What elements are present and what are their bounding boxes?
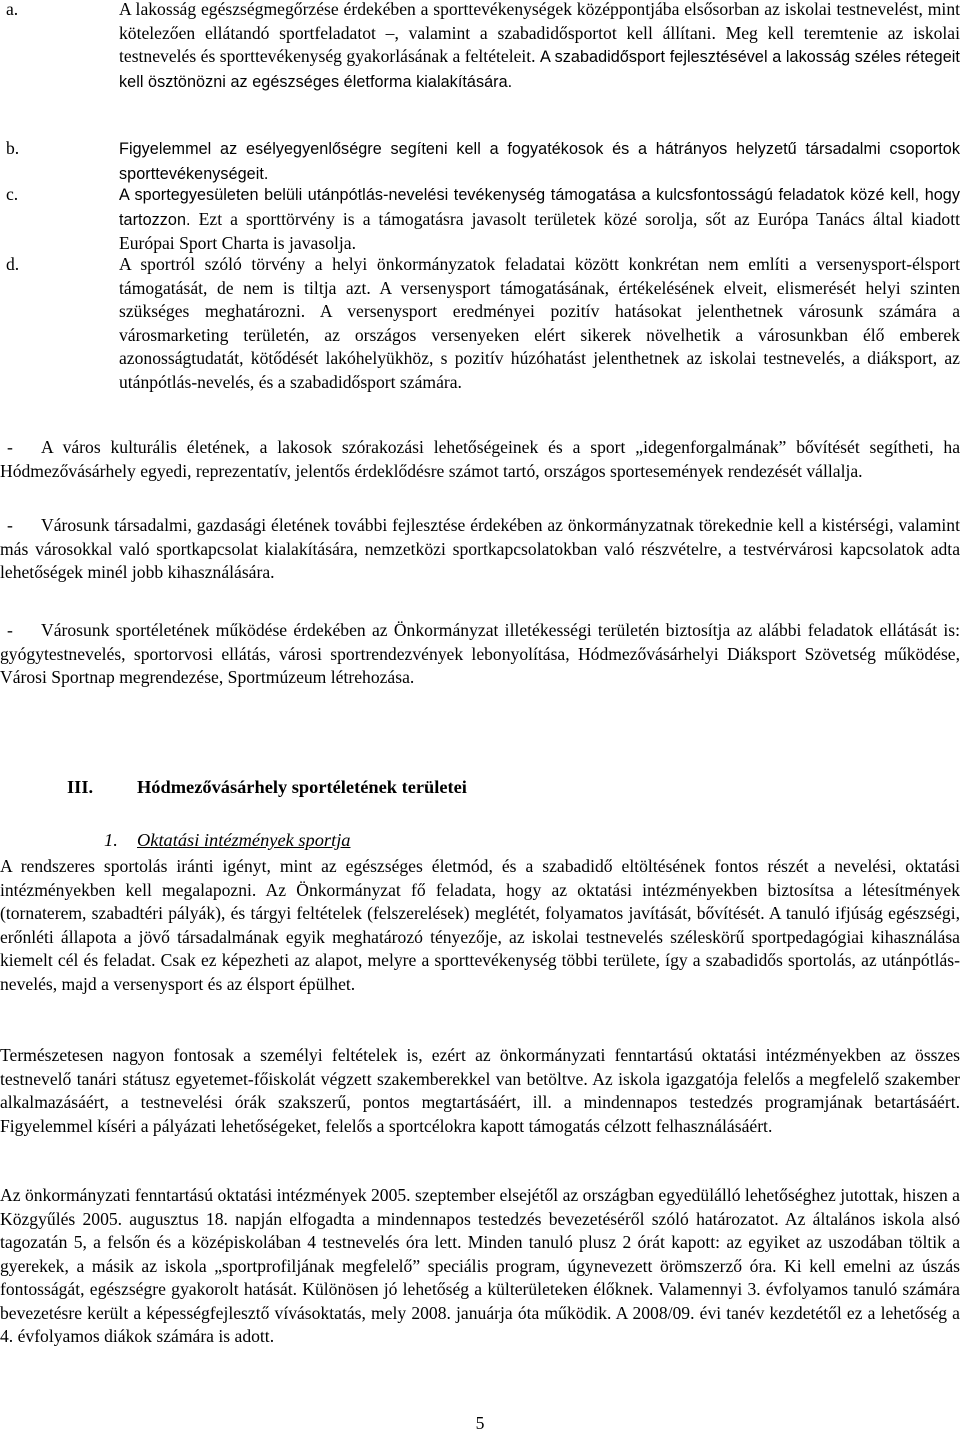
dash-marker: - (7, 620, 13, 640)
subsection-number: 1. (104, 830, 118, 850)
list-marker: c. (6, 184, 19, 204)
dash-marker: - (7, 437, 13, 457)
list-item-text (119, 0, 960, 94)
list-item-text (119, 253, 960, 394)
list-item-text-sans: A sportegyesületen belüli utánpótlás-nevelési tevékenység támogatása a kulcsfontosságú feladatok közé kell, hogy tartozzon. (119, 186, 960, 229)
body-paragraph: A rendszeres sportolás iránti igényt, mint az egészséges életmód, és a szabadidő eltöltésének fontos részét a nevelési, oktatási intézményekben kell megalapozni. Az Önkormányzat fő feladata, hogy az oktatási intézményekben biztosítsa a létesítmények (tornaterem, szabadtéri pályák), és tárgyi feltételek (felszerelések) meglétét, folyamatos javítását, bővítését. A tanuló ifjúság egészségi, erőnléti állapota a jövő társadalmának egyik meghatározó tényezője, az iskolai testnevelés széleskörű sportpedagógiai kihasználása kiemelt cél és feladat. Csak ez képezheti az alapot, melyre a sporttevékenység többi területe, így a szabadidős sportolás, az utánpótlás-nevelés, majd a versenysport és az élsport épülhet. (0, 856, 960, 994)
section-title: Hódmezővásárhely sportéletének területei (137, 777, 467, 797)
subsection-title: Oktatási intézmények sportja (137, 830, 351, 850)
list-item-text-serif: A lakosság egészségmegőrzése érdekében a sporttevékenységek középpontjába elsősorban az iskolai testnevelést, mint kötelezően ellátandó sportfeladatot –, valamint a szabadidősportot kell állítani. Meg kell teremtenie az iskolai testnevelés és sporttevékenység gyakorlásának a feltételeit. (119, 0, 960, 66)
page-number: 5 (475, 1413, 485, 1433)
list-marker: b. (6, 138, 20, 158)
list-item-text (119, 183, 960, 256)
list-marker: a. (6, 0, 19, 19)
body-paragraph: Természetesen nagyon fontosak a személyi feltételek is, ezért az önkormányzati fenntartású oktatási intézményekben az összes testnevelő tanári státusz egyetemet-főiskolát végzett szakemberekkel van betöltve. Az iskola igazgatója felelős a megfelelő szakember alkalmazásáért, a testnevelési órák szakszerű, pontos megtartásáért, ill. a mindennapos testedzés programjának betartásáért. Figyelemmel kíséri a pályázati lehetőségeket, felelős a sportcélokra kapott támogatás célzott felhasználásáért. (0, 1045, 960, 1136)
list-item-text-serif: A sportról szóló törvény a helyi önkormányzatok feladatai között konkrétan nem említi a versenysport-élsport támogatását, de nem is tiltja azt. A versenysport támogatásának, értékelésének elveit, elismerését helyi szinten szükséges meghatározni. A versenysport eredményei pozitív hatásokat jelenthetnek városunk számára a városmarketing területén, az országos versenyeken elért sikerek növelhetik a városunkban élő emberek azonosságtudatát, kötődését lakóhelyükhöz, s pozitív húzóhatást jelenthetnek az iskolai testnevelés, a diáksport, az utánpótlás-nevelés, és a szabadidősport számára. (119, 254, 960, 392)
list-item-text (119, 137, 960, 186)
list-item-text-serif: Ezt a sporttörvény is a támogatásra javasolt területek közé sorolja, sőt az Európa Tanács által kiadott Európai Sport Charta is javasolja. (119, 208, 960, 253)
dash-item-text: A város kulturális életének, a lakosok szórakozási lehetőségeinek és a sport „idegenforgalmának” bővítését segítheti, ha Hódmezővásárhely egyedi, reprezentatív, jelentős érdeklődésre számot tartó, országos sportesemények rendezését vállalja. (0, 437, 960, 481)
dash-item-text: Városunk sportéletének működése érdekében az Önkormányzat illetékességi területén biztosítja az alábbi feladatok ellátását is: gyógytestnevelés, sportorvosi ellátás, városi sportrendezvények lebonyolítása, Hódmezővásárhelyi Diáksport Szövetség működése, Városi Sportnap megrendezése, Sportmúzeum létrehozása. (0, 620, 960, 687)
list-item-text-sans: A szabadidősport fejlesztésével a lakosság széles rétegeit kell ösztönözni az egészséges életforma kialakítására. (119, 48, 960, 91)
section-number: III. (67, 777, 94, 797)
dash-item-text: Városunk társadalmi, gazdasági életének további fejlesztése érdekében az önkormányzatnak törekednie kell a kistérségi, valamint más városokkal való sportkapcsolat kialakítására, nemzetközi sportkapcsolatokban való részvételre, a testvérvárosi kapcsolatok adta lehetőségek minél jobb kihasználására. (0, 515, 960, 582)
list-marker: d. (6, 254, 20, 274)
dash-marker: - (7, 515, 13, 535)
list-item-text-sans: Figyelemmel az esélyegyenlőségre segíteni kell a fogyatékosok és a hátrányos helyzetű társadalmi csoportok sporttevékenységeit. (119, 140, 960, 183)
body-paragraph: Az önkormányzati fenntartású oktatási intézmények 2005. szeptember elsejétől az országban egyedülálló lehetőséghez jutottak, hiszen a Közgyűlés 2005. augusztus 18. napján elfogadta a mindennapos testedzés bevezetéséről szóló határozatot. Az általános iskola alsó tagozatán 5, a felsőn és a középiskolában 4 testnevelés óra lett. Minden tanuló plusz 2 órát kapott: az egyiket az uszodában töltik a gyerekek, a másik az iskola „sportprofiljának megfelelő” speciális program, úgynevezett örömszerző óra. Ki kell emelni az úszás fontosságát, egészségre gyakorolt hatását. Különösen jó lehetőség a külterületeken élőknek. Valamennyi 3. évfolyamos tanuló számára bevezetésre került a képességfejlesztő vívásoktatás, mely 2008. januárja óta működik. A 2008/09. évi tanév kezdetétől ez a lehetőség a 4. évfolyamos diákok számára is adott. (0, 1185, 960, 1346)
